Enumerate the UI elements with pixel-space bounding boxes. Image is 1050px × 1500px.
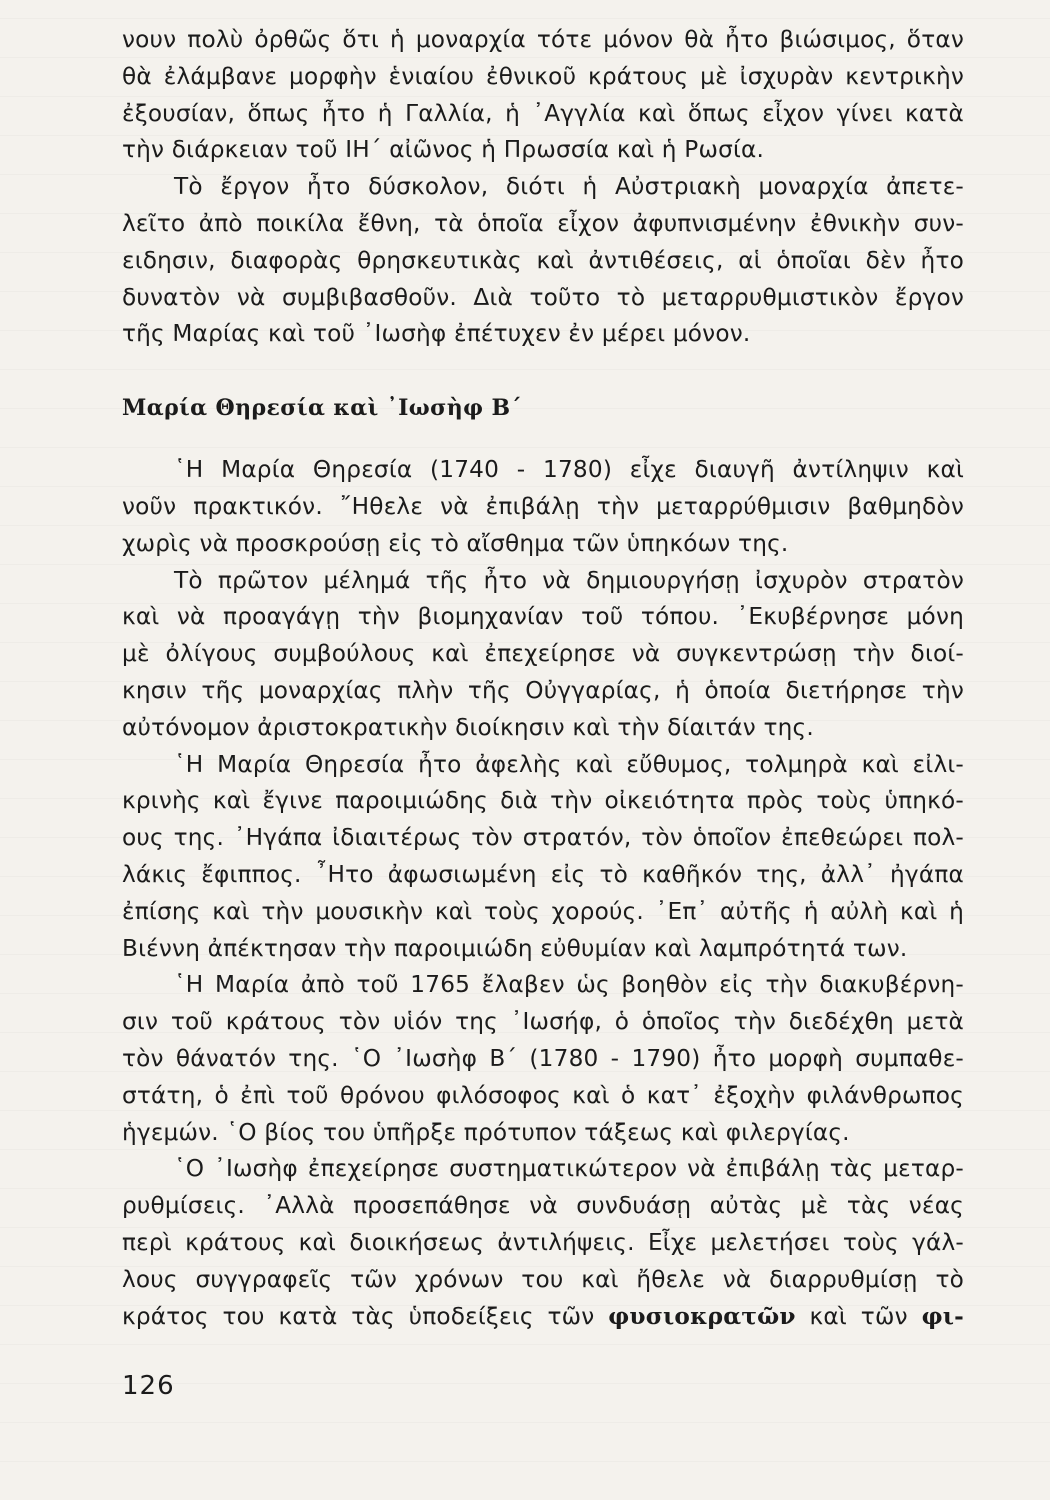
- section-gap: [122, 353, 964, 388]
- text-line: ῾Ο ᾿Ιωσὴφ ἐπεχείρησε συστηματικώτερον νὰ ἐπιβάλῃ τὰς μεταρ-: [174, 1155, 964, 1183]
- text-line: Τὸ πρῶτον μέλημά τῆς ἦτο νὰ δημιουργήσῃ ἰσχυρὸν στρατὸν: [174, 566, 964, 594]
- page-number: 126: [122, 1371, 175, 1401]
- text-line: [122, 1299, 964, 1336]
- text-line: τῆς Μαρίας καὶ τοῦ ᾿Ιωσὴφ ἐπέτυχεν ἐν μέρει μόνον.: [122, 320, 751, 348]
- text-line: ῾Η Μαρία ἀπὸ τοῦ 1765 ἔλαβεν ὡς βοηθὸν εἰς τὴν διακυβέρνη-: [174, 971, 964, 999]
- text-line: ῾Η Μαρία Θηρεσία ἦτο ἀφελὴς καὶ εὔθυμος, τολμηρὰ καὶ εἰλι-: [174, 750, 964, 778]
- text-line: περὶ κράτους καὶ διοικήσεως ἀντιλήψεις. Εἶχε μελετήσει τοὺς γάλ-: [122, 1228, 964, 1256]
- main-text: [122, 22, 964, 1335]
- text-line: ἐπίσης καὶ τὴν μουσικὴν καὶ τοὺς χορούς. ᾿Επ᾿ αὐτῆς ἡ αὐλὴ καὶ ἡ: [122, 897, 964, 925]
- text-line: νοῦν πρακτικόν. ῎Ηθελε νὰ ἐπιβάλῃ τὴν μεταρρύθμισιν βαθμηδὸν: [122, 492, 964, 520]
- text-line: ειδησιν, διαφορὰς θρησκευτικὰς καὶ ἀντιθέσεις, αἱ ὁποῖαι δὲν ἦτο: [122, 246, 964, 274]
- text-line: Τὸ ἔργον ἦτο δύσκολον, διότι ἡ Αὐστριακὴ μοναρχία ἀπετε-: [174, 173, 964, 201]
- text-line: θὰ ἐλάμβανε μορφὴν ἑνιαίου ἐθνικοῦ κράτους μὲ ἰσχυρὰν κεντρικὴν: [122, 62, 964, 90]
- text-line: τὴν διάρκειαν τοῦ ΙΗ΄ αἰῶνος ἡ Πρωσσία καὶ ἡ Ρωσία.: [122, 136, 765, 164]
- text-line: ρυθμίσεις. ᾿Αλλὰ προσεπάθησε νὰ συνδυάσῃ αὐτὰς μὲ τὰς νέας: [122, 1192, 964, 1220]
- bold-term: φι-: [921, 1302, 964, 1330]
- text-run: κράτος του κατὰ τὰς ὑποδείξεις τῶν: [122, 1302, 609, 1330]
- text-line: χωρὶς νὰ προσκρούσῃ εἰς τὸ αἴσθημα τῶν ὑπηκόων της.: [122, 529, 789, 557]
- text-line: ἡγεμών. ῾Ο βίος του ὑπῆρξε πρότυπον τάξεως καὶ φιλεργίας.: [122, 1118, 850, 1146]
- text-line: ῾Η Μαρία Θηρεσία (1740 - 1780) εἶχε διαυγῆ ἀντίληψιν καὶ: [174, 456, 964, 484]
- text-line: Βιέννη ἀπέκτησαν τὴν παροιμιώδη εὐθυμίαν καὶ λαμπρότητά των.: [122, 934, 908, 962]
- text-line: κησιν τῆς μοναρχίας πλὴν τῆς Οὐγγαρίας, ἡ ὁποία διετήρησε τὴν: [122, 676, 964, 704]
- text-line: νουν πολὺ ὀρθῶς ὅτι ἡ μοναρχία τότε μόνον θὰ ἦτο βιώσιμος, ὅταν: [122, 26, 964, 53]
- section-heading: Μαρία Θηρεσία καὶ ᾿Ιωσὴφ Β΄: [122, 395, 522, 422]
- text-line: λάκις ἔφιππος. ῏Ητο ἀφωσιωμένη εἰς τὸ καθῆκόν της, ἀλλ᾿ ἠγάπα: [122, 860, 964, 888]
- text-line: μὲ ὀλίγους συμβούλους καὶ ἐπεχείρησε νὰ συγκεντρώσῃ τὴν διοί-: [122, 640, 964, 668]
- text-line: καὶ νὰ προαγάγῃ τὴν βιομηχανίαν τοῦ τόπου. ᾿Εκυβέρνησε μόνη: [122, 603, 964, 631]
- text-line: στάτη, ὁ ἐπὶ τοῦ θρόνου φιλόσοφος καὶ ὁ κατ᾿ ἐξοχὴν φιλάνθρωπος: [122, 1081, 964, 1109]
- text-line: λους συγγραφεῖς τῶν χρόνων του καὶ ἤθελε νὰ διαρρυθμίσῃ τὸ: [122, 1265, 964, 1293]
- text-line: αὐτόνομον ἀριστοκρατικὴν διοίκησιν καὶ τὴν δίαιτάν της.: [122, 713, 814, 741]
- text-line: σιν τοῦ κράτους τὸν υἱόν της ᾿Ιωσήφ, ὁ ὁποῖος τὴν διεδέχθη μετὰ: [122, 1008, 964, 1036]
- bold-term: φυσιοκρατῶν: [608, 1302, 796, 1330]
- text-run: καὶ τῶν: [795, 1302, 922, 1330]
- text-line: τὸν θάνατόν της. ῾Ο ᾿Ιωσὴφ Β΄ (1780 - 1790) ἦτο μορφὴ συμπαθε-: [122, 1044, 964, 1072]
- text-line: ἐξουσίαν, ὅπως ἦτο ἡ Γαλλία, ἡ ᾿Αγγλία καὶ ὅπως εἶχον γίνει κατὰ: [122, 99, 964, 127]
- text-line: κρινὴς καὶ ἔγινε παροιμιώδης διὰ τὴν οἰκειότητα πρὸς τοὺς ὑπηκό-: [122, 787, 964, 815]
- text-line: ους της. ᾿Ηγάπα ἰδιαιτέρως τὸν στρατόν, τὸν ὁποῖον ἐπεθεώρει πολ-: [122, 824, 964, 852]
- text-line: δυνατὸν νὰ συμβιβασθοῦν. Διὰ τοῦτο τὸ μεταρρυθμιστικὸν ἔργον: [122, 283, 964, 311]
- text-line: λεῖτο ἀπὸ ποικίλα ἔθνη, τὰ ὁποῖα εἶχον ἀφυπνισμένην ἐθνικὴν συν-: [122, 209, 964, 237]
